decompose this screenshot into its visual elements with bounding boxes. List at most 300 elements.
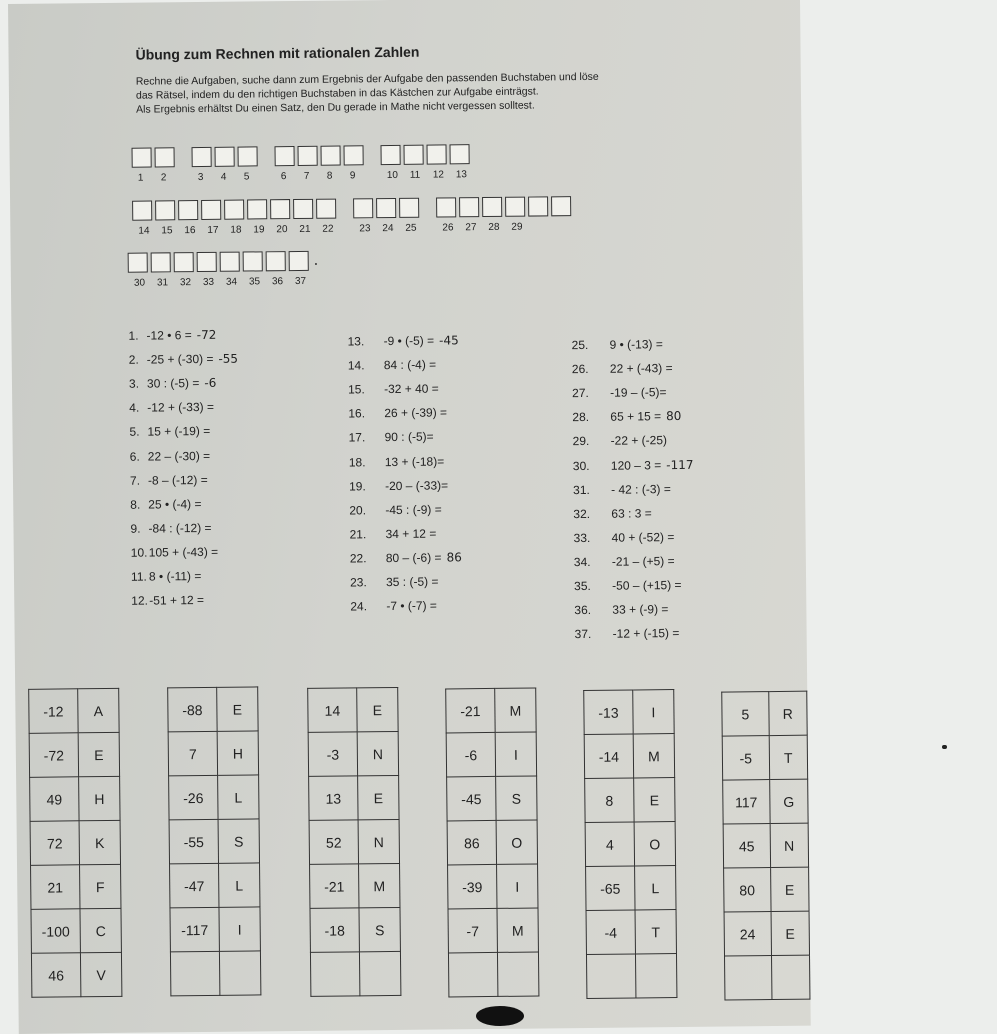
key-row [169, 819, 259, 864]
task-number: 2. [129, 353, 147, 367]
letter-box[interactable] [380, 145, 400, 165]
key-letter [497, 952, 538, 996]
box-number: 4 [221, 172, 227, 183]
letter-box[interactable] [201, 200, 221, 220]
task-row [572, 385, 672, 400]
key-row [31, 864, 121, 909]
letter-box[interactable] [436, 197, 456, 217]
box-number: 21 [299, 224, 310, 235]
key-letter: I [219, 907, 260, 951]
key-value: 80 [724, 868, 771, 912]
key-letter: H [79, 776, 120, 820]
answer-key-tables [8, 0, 800, 4]
key-letter: E [78, 732, 119, 776]
task-expression: -21 – (+5) = [612, 554, 675, 569]
key-row [170, 863, 260, 908]
key-row [723, 823, 808, 868]
box-number: 6 [281, 171, 287, 182]
key-letter: A [78, 688, 119, 732]
worksheet [8, 0, 811, 1034]
key-letter: E [771, 911, 810, 955]
key-row [448, 952, 538, 997]
task-row [572, 361, 678, 376]
key-value: -7 [448, 908, 497, 953]
key-value: 24 [724, 912, 771, 956]
task-row [129, 376, 216, 391]
task-expression: 65 + 15 = [610, 409, 661, 424]
key-value: -39 [448, 864, 497, 909]
key-value [170, 951, 219, 996]
letter-box[interactable] [289, 251, 309, 271]
instructions [136, 68, 756, 116]
key-letter: T [769, 735, 808, 779]
letter-box[interactable] [449, 144, 469, 164]
key-letter: R [768, 691, 807, 735]
task-answer[interactable]: -55 [218, 352, 238, 366]
box-number: 34 [226, 277, 237, 288]
speck [942, 745, 947, 749]
task-number: 28. [572, 410, 610, 424]
task-row [573, 433, 673, 448]
key-letter: I [495, 732, 536, 776]
key-row [170, 907, 260, 952]
letter-box[interactable] [482, 197, 502, 217]
task-expression: 25 • (-4) = [148, 497, 201, 512]
letter-box[interactable] [399, 198, 419, 218]
task-row [348, 358, 442, 373]
task-number: 4. [129, 401, 147, 415]
key-value: -6 [446, 732, 495, 777]
letter-box[interactable] [247, 199, 267, 219]
key-row [586, 866, 676, 911]
letter-box[interactable] [353, 198, 373, 218]
instruction-line: das Rätsel, indem du den richtigen Buchstaben in das Kästchen zur Aufgabe einträgst. [136, 82, 756, 102]
letter-box[interactable] [151, 252, 171, 272]
letter-box-row [132, 144, 473, 168]
task-row [574, 554, 680, 569]
key-value: -14 [584, 734, 633, 779]
box-number: 8 [327, 171, 333, 182]
task-expression: -45 : (-9) = [385, 502, 442, 517]
key-row [310, 863, 400, 908]
answer-key-table [28, 688, 122, 998]
task-row [348, 430, 438, 445]
key-value: -21 [310, 864, 359, 909]
task-expression: 80 – (-6) = [386, 550, 442, 565]
task-number: 7. [130, 473, 148, 487]
key-row [446, 732, 536, 777]
box-number: 19 [253, 224, 264, 235]
task-expression: -12 + (-15) = [613, 626, 680, 641]
task-expression: 63 : 3 = [611, 506, 652, 520]
key-value: 5 [722, 692, 769, 736]
key-value: -18 [310, 908, 359, 953]
letter-box[interactable] [155, 200, 175, 220]
key-row [309, 819, 399, 864]
box-number: 31 [157, 277, 168, 288]
task-number: 31. [573, 482, 611, 496]
task-row [130, 497, 206, 512]
key-value: 13 [309, 776, 358, 821]
key-row [170, 951, 260, 996]
task-row [349, 526, 441, 541]
key-value: -88 [168, 687, 217, 732]
key-letter [359, 951, 400, 995]
key-letter: M [359, 863, 400, 907]
key-row [29, 732, 119, 777]
task-row [130, 472, 213, 487]
task-number: 29. [573, 434, 611, 448]
key-row [30, 776, 120, 821]
key-row [308, 687, 398, 732]
task-row [131, 569, 206, 584]
letter-box[interactable] [132, 148, 152, 168]
key-value: 8 [585, 778, 634, 823]
box-number: 7 [304, 171, 310, 182]
key-letter: E [770, 867, 809, 911]
task-number: 22. [350, 551, 386, 565]
letter-box[interactable] [528, 196, 548, 216]
letter-box[interactable] [505, 197, 525, 217]
box-number: 15 [161, 225, 172, 236]
task-row [130, 448, 216, 463]
task-expression: 26 + (-39) = [384, 406, 447, 421]
box-number: 33 [203, 277, 214, 288]
box-number: 27 [465, 222, 476, 233]
task-row [349, 454, 450, 469]
task-expression: 90 : (-5)= [384, 430, 433, 445]
letter-box[interactable] [174, 252, 194, 272]
key-value: -47 [170, 863, 219, 908]
key-letter: E [634, 778, 675, 822]
task-list [8, 0, 800, 4]
letter-box[interactable] [426, 144, 446, 164]
task-row [574, 602, 673, 617]
key-row [310, 951, 400, 996]
task-answer[interactable]: -117 [666, 457, 693, 471]
key-value: 46 [31, 953, 80, 998]
key-row [724, 867, 809, 912]
key-letter: T [635, 910, 676, 954]
key-value: -5 [722, 736, 769, 780]
key-row [724, 911, 809, 956]
task-expression: 35 : (-5) = [386, 575, 439, 590]
letter-box-row [128, 251, 319, 273]
task-expression: -7 • (-7) = [386, 599, 437, 614]
key-row [725, 955, 810, 1000]
key-value: 49 [30, 777, 79, 822]
task-answer[interactable]: -6 [204, 376, 216, 390]
key-row [585, 822, 675, 867]
task-row [574, 578, 687, 593]
key-letter: E [357, 687, 398, 731]
task-expression: -84 : (-12) = [148, 521, 211, 536]
task-number: 37. [575, 627, 613, 641]
key-value: -13 [584, 690, 633, 735]
key-row [31, 908, 121, 953]
answer-key-table [307, 687, 401, 997]
letter-box[interactable] [132, 201, 152, 221]
letter-box[interactable] [275, 146, 295, 166]
task-expression: -22 + (-25) [611, 434, 668, 449]
key-letter: E [358, 775, 399, 819]
task-row [131, 593, 209, 608]
task-row [350, 574, 444, 589]
key-letter: L [218, 775, 259, 819]
key-value: -117 [170, 907, 219, 952]
key-value: 117 [723, 780, 770, 824]
key-letter: O [496, 820, 537, 864]
letter-box[interactable] [266, 251, 286, 271]
task-expression: 120 – 3 = [611, 458, 662, 473]
key-letter: S [359, 907, 400, 951]
key-row [447, 820, 537, 865]
task-answer[interactable]: -72 [197, 328, 217, 342]
task-number: 21. [349, 527, 385, 541]
letter-box[interactable] [459, 197, 479, 217]
task-answer[interactable]: -45 [439, 333, 459, 347]
box-number: 37 [295, 276, 306, 287]
letter-box[interactable] [178, 200, 198, 220]
task-number: 13. [347, 334, 383, 348]
key-letter: M [497, 908, 538, 952]
box-number: 14 [138, 226, 149, 237]
key-row [584, 690, 674, 735]
letter-box[interactable] [215, 147, 235, 167]
task-row [350, 599, 442, 614]
box-number: 28 [488, 222, 499, 233]
key-letter [771, 955, 810, 999]
box-number: 35 [249, 276, 260, 287]
box-number: 16 [184, 225, 195, 236]
task-expression: -19 – (-5)= [610, 385, 667, 400]
key-row [448, 908, 538, 953]
letter-box[interactable] [270, 199, 290, 219]
key-value: -26 [169, 775, 218, 820]
box-number: 10 [387, 170, 398, 181]
task-expression: -8 – (-12) = [148, 473, 208, 488]
key-value: -65 [586, 866, 635, 911]
letter-box[interactable] [403, 145, 423, 165]
task-row [129, 424, 215, 439]
key-row [447, 776, 537, 821]
task-number: 19. [349, 479, 385, 493]
task-row [349, 502, 447, 517]
instruction-line: Als Ergebnis erhältst Du einen Satz, den Du gerade in Mathe nicht vergessen solltest. [136, 96, 756, 116]
box-number: 13 [456, 169, 467, 180]
box-number: 32 [180, 277, 191, 288]
task-number: 8. [130, 497, 148, 511]
task-answer[interactable]: 86 [446, 550, 461, 564]
letter-box[interactable] [238, 146, 258, 166]
key-row [586, 910, 676, 955]
task-number: 24. [350, 599, 386, 613]
task-number: 9. [130, 521, 148, 535]
key-value: 45 [723, 824, 770, 868]
answer-key-table [445, 688, 539, 998]
letter-box[interactable] [344, 145, 364, 165]
task-row [128, 328, 216, 343]
key-value: -21 [446, 688, 495, 733]
task-expression: -25 + (-30) = [147, 352, 214, 367]
box-number: 1 [138, 173, 144, 184]
key-letter: C [80, 908, 121, 952]
box-number: 3 [198, 172, 204, 183]
key-value: -3 [308, 732, 357, 777]
task-number: 16. [348, 406, 384, 420]
task-expression: -50 – (+15) = [612, 578, 682, 593]
key-letter: L [635, 866, 676, 910]
task-row [573, 482, 676, 497]
letter-box[interactable] [316, 199, 336, 219]
letter-box[interactable] [197, 252, 217, 272]
task-row [572, 409, 681, 424]
task-row [573, 506, 657, 521]
key-value: 52 [309, 820, 358, 865]
box-number: 11 [410, 170, 421, 181]
task-number: 34. [574, 555, 612, 569]
task-answer[interactable]: 80 [666, 409, 681, 423]
task-row [129, 400, 219, 415]
task-number: 36. [574, 603, 612, 617]
key-letter: S [496, 776, 537, 820]
task-number: 27. [572, 386, 610, 400]
box-number: 22 [322, 224, 333, 235]
box-number: 9 [350, 170, 356, 181]
box-number: 18 [230, 225, 241, 236]
task-expression: -51 + 12 = [149, 593, 204, 608]
key-letter: F [80, 864, 121, 908]
task-number: 32. [573, 506, 611, 520]
key-value: 7 [168, 731, 217, 776]
task-expression: 13 + (-18)= [385, 454, 445, 469]
task-expression: 9 • (-13) = [610, 337, 663, 352]
key-letter: N [770, 823, 809, 867]
task-number: 10. [131, 545, 149, 559]
key-row [168, 687, 258, 732]
key-row [31, 952, 121, 997]
task-number: 17. [348, 430, 384, 444]
key-row [722, 735, 807, 780]
letter-box[interactable] [155, 147, 175, 167]
task-expression: 33 + (-9) = [612, 602, 668, 617]
key-letter: M [633, 734, 674, 778]
key-row [309, 775, 399, 820]
box-number: 23 [359, 223, 370, 234]
key-value: -45 [447, 776, 496, 821]
key-letter: N [358, 819, 399, 863]
box-number: 25 [405, 223, 416, 234]
task-row [350, 550, 462, 565]
letter-box[interactable] [293, 199, 313, 219]
box-number: 20 [276, 224, 287, 235]
key-value [725, 956, 772, 1000]
box-number: 2 [161, 172, 167, 183]
task-expression: 84 : (-4) = [384, 358, 437, 373]
key-value: 21 [31, 865, 80, 910]
task-expression: 105 + (-43) = [149, 545, 219, 560]
key-value: 4 [585, 822, 634, 867]
instruction-line: Rechne die Aufgaben, suche dann zum Ergebnis der Aufgabe den passenden Buchstaben und löse [136, 68, 756, 88]
task-expression: 34 + 12 = [385, 526, 436, 541]
task-expression: 30 : (-5) = [147, 376, 200, 391]
key-value: -4 [586, 910, 635, 955]
task-row [349, 478, 453, 493]
task-expression: -32 + 40 = [384, 382, 439, 397]
answer-key-table [721, 691, 810, 1001]
key-letter: L [219, 863, 260, 907]
key-letter: N [357, 731, 398, 775]
task-number: 20. [349, 503, 385, 517]
task-number: 30. [573, 458, 611, 472]
page-title: Übung zum Rechnen mit rationalen Zahlen [135, 44, 419, 63]
task-number: 14. [348, 358, 384, 372]
task-number: 35. [574, 579, 612, 593]
letter-box[interactable] [192, 147, 212, 167]
letter-box[interactable] [243, 251, 263, 271]
key-letter: E [217, 687, 258, 731]
key-letter: O [634, 822, 675, 866]
key-value [310, 952, 359, 997]
box-number: 30 [134, 278, 145, 289]
answer-key-table [583, 689, 677, 999]
key-row [29, 688, 119, 733]
key-letter: S [218, 819, 259, 863]
task-number: 6. [130, 449, 148, 463]
task-row [130, 521, 216, 536]
task-row [575, 626, 685, 641]
task-row [348, 406, 452, 421]
task-number: 33. [574, 531, 612, 545]
letter-box[interactable] [224, 200, 244, 220]
task-row [129, 352, 238, 367]
task-expression: 8 • (-11) = [149, 569, 201, 584]
key-value: 14 [308, 688, 357, 733]
task-row [574, 530, 680, 545]
task-expression: 22 – (-30) = [148, 448, 211, 463]
task-number: 1. [128, 329, 146, 343]
key-letter: G [769, 779, 808, 823]
task-expression: 40 + (-52) = [612, 530, 675, 545]
key-letter: H [217, 731, 258, 775]
task-number: 23. [350, 575, 386, 589]
task-number: 25. [572, 338, 610, 352]
key-letter: I [633, 690, 674, 734]
key-row [586, 954, 676, 999]
key-row [30, 820, 120, 865]
letter-box[interactable] [220, 252, 240, 272]
key-letter [635, 954, 676, 998]
key-value: -100 [31, 909, 80, 954]
task-number: 11. [131, 570, 149, 584]
task-expression: -12 + (-33) = [147, 400, 214, 415]
key-letter: V [80, 952, 121, 996]
letter-box[interactable] [376, 198, 396, 218]
task-number: 26. [572, 362, 610, 376]
task-number: 12. [131, 594, 149, 608]
key-letter: M [495, 688, 536, 732]
letter-box[interactable] [551, 196, 571, 216]
key-letter: I [497, 864, 538, 908]
letter-box[interactable] [128, 253, 148, 273]
letter-box[interactable] [321, 146, 341, 166]
box-number: 24 [382, 223, 393, 234]
box-number: 26 [442, 222, 453, 233]
letter-box[interactable] [298, 146, 318, 166]
box-number: 5 [244, 171, 250, 182]
dark-smudge [476, 1006, 524, 1026]
task-expression: -12 • 6 = [146, 328, 191, 342]
